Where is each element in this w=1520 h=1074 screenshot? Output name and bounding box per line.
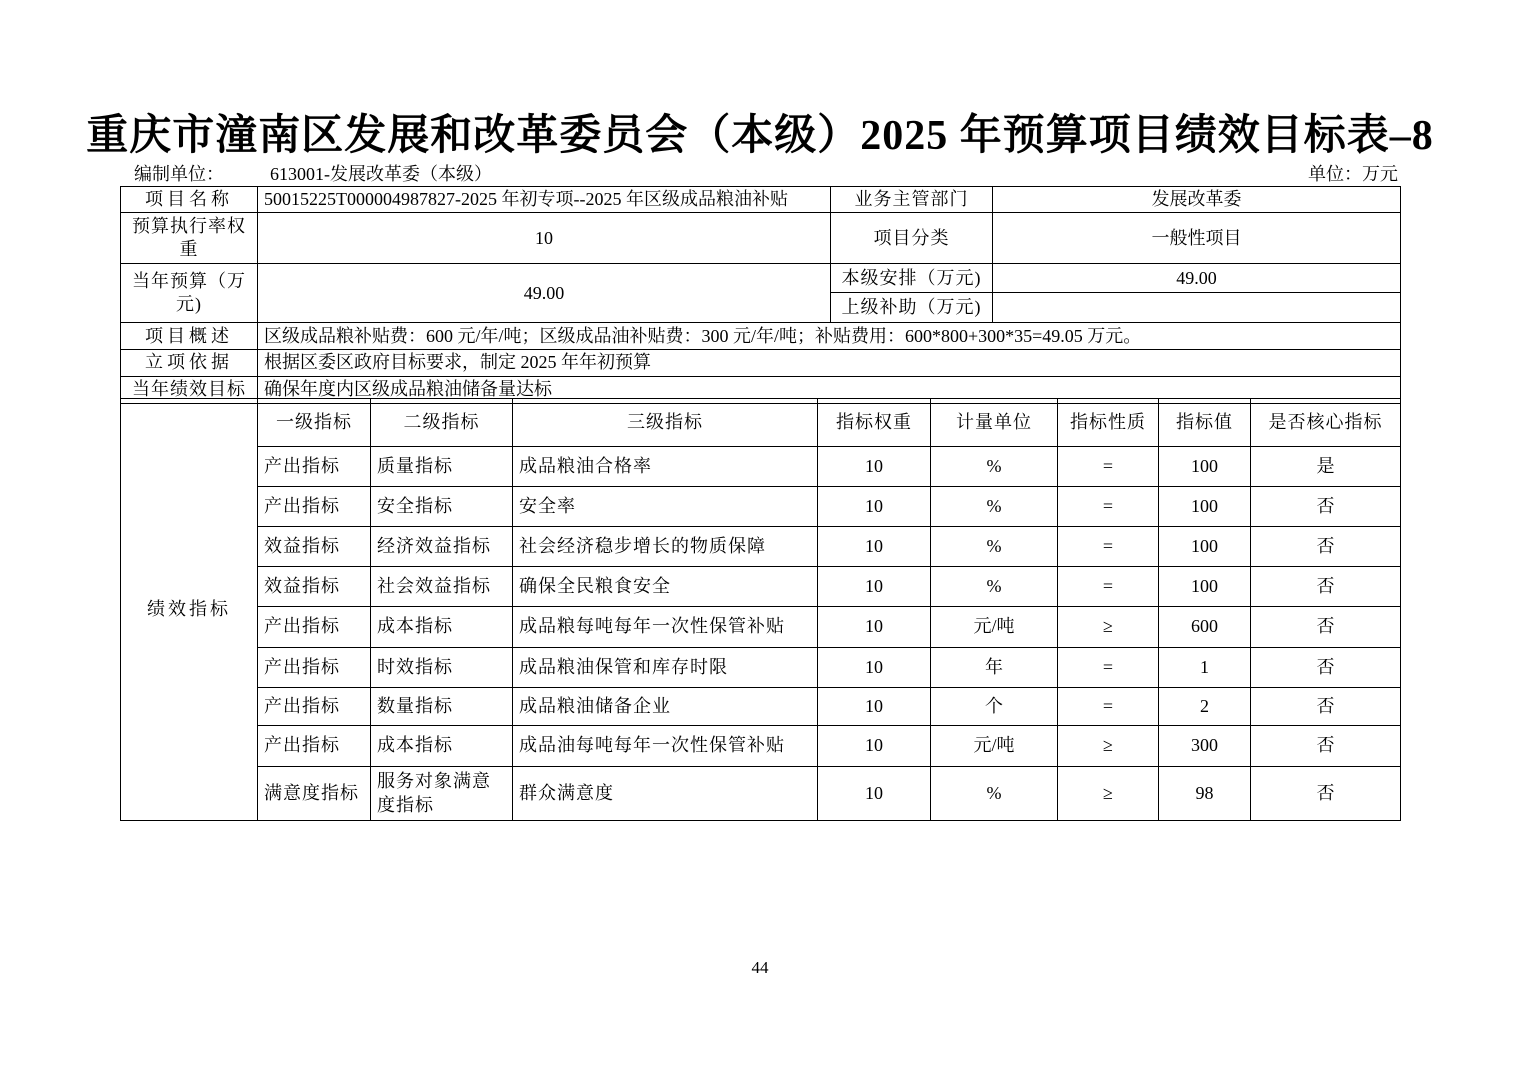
upper-subsidy-value <box>993 293 1401 323</box>
table-row <box>121 264 1401 293</box>
indicator-core: 是 <box>1251 447 1401 487</box>
indicator-level1: 效益指标 <box>258 567 371 607</box>
basis-value: 根据区委区政府目标要求，制定 2025 年年初预算 <box>258 350 1401 376</box>
header-nature: 指标性质 <box>1058 399 1159 447</box>
indicator-value: 100 <box>1159 487 1251 527</box>
header-level1: 一级指标 <box>258 399 371 447</box>
table-row <box>121 767 1401 821</box>
indicator-nature: = <box>1058 527 1159 567</box>
indicator-unit: 元/吨 <box>931 726 1058 767</box>
budget-label: 当年预算（万元) <box>121 264 258 323</box>
header-value: 指标值 <box>1159 399 1251 447</box>
upper-subsidy-label: 上级补助（万元) <box>831 293 993 323</box>
indicator-unit: 元/吨 <box>931 607 1058 648</box>
indicator-level3: 成品粮油保管和库存时限 <box>513 648 818 688</box>
table-row <box>121 527 1401 567</box>
indicator-weight: 10 <box>818 688 931 726</box>
indicator-level3: 成品粮油合格率 <box>513 447 818 487</box>
indicator-nature: = <box>1058 447 1159 487</box>
header-level2: 二级指标 <box>371 399 513 447</box>
indicator-weight: 10 <box>818 527 931 567</box>
indicator-value: 100 <box>1159 447 1251 487</box>
local-arrangement-label: 本级安排（万元) <box>831 264 993 293</box>
indicator-value: 98 <box>1159 767 1251 821</box>
indicator-level1: 产出指标 <box>258 648 371 688</box>
indicator-nature: ≥ <box>1058 767 1159 821</box>
indicator-level3: 确保全民粮食安全 <box>513 567 818 607</box>
indicator-value: 600 <box>1159 607 1251 648</box>
perf-section-label: 绩效指标 <box>121 399 258 821</box>
table-row <box>121 648 1401 688</box>
budget-value: 49.00 <box>258 264 831 323</box>
indicator-weight: 10 <box>818 726 931 767</box>
indicator-level3: 群众满意度 <box>513 767 818 821</box>
page-number: 44 <box>751 958 769 977</box>
indicator-nature: = <box>1058 487 1159 527</box>
exec-rate-value: 10 <box>258 213 831 264</box>
indicator-level3: 成品粮油储备企业 <box>513 688 818 726</box>
indicator-value: 1 <box>1159 648 1251 688</box>
indicator-nature: = <box>1058 567 1159 607</box>
table-row <box>121 323 1401 350</box>
page-title: 重庆市潼南区发展和改革委员会（本级）2025 年预算项目绩效目标表–8 <box>86 113 1434 159</box>
indicator-unit: % <box>931 767 1058 821</box>
project-info-table <box>120 186 1401 404</box>
overview-value: 区级成品粮补贴费：600 元/年/吨；区级成品油补贴费：300 元/年/吨；补贴费用：600*800+300*35=49.05 万元。 <box>258 323 1401 350</box>
annual-goal-label: 当年绩效目标 <box>121 376 258 403</box>
indicator-nature: = <box>1058 648 1159 688</box>
table-row <box>121 213 1401 264</box>
table-row <box>121 567 1401 607</box>
indicator-core: 否 <box>1251 527 1401 567</box>
indicator-level2: 服务对象满意度指标 <box>371 767 513 821</box>
indicator-weight: 10 <box>818 648 931 688</box>
indicator-value: 2 <box>1159 688 1251 726</box>
indicator-unit: % <box>931 527 1058 567</box>
table-row <box>121 447 1401 487</box>
indicator-weight: 10 <box>818 567 931 607</box>
indicator-core: 否 <box>1251 567 1401 607</box>
indicator-level1: 产出指标 <box>258 487 371 527</box>
header-core: 是否核心指标 <box>1251 399 1401 447</box>
indicator-weight: 10 <box>818 447 931 487</box>
exec-rate-label: 预算执行率权重 <box>121 213 258 264</box>
indicator-weight: 10 <box>818 607 931 648</box>
indicator-level1: 效益指标 <box>258 527 371 567</box>
indicator-core: 否 <box>1251 767 1401 821</box>
indicator-level1: 满意度指标 <box>258 767 371 821</box>
indicator-unit: % <box>931 447 1058 487</box>
meta-line <box>120 160 1400 186</box>
header-weight: 指标权重 <box>818 399 931 447</box>
prepared-by-label: 编制单位： <box>134 164 224 184</box>
category-value: 一般性项目 <box>993 213 1401 264</box>
indicator-core: 否 <box>1251 726 1401 767</box>
indicator-value: 300 <box>1159 726 1251 767</box>
indicator-level2: 成本指标 <box>371 726 513 767</box>
dept-label: 业务主管部门 <box>831 187 993 213</box>
header-level3: 三级指标 <box>513 399 818 447</box>
prepared-by-value: 613001-发展改革委（本级） <box>270 164 492 184</box>
project-name-value: 50015225T000004987827-2025 年初专项--2025 年区级成品粮油补贴 <box>258 187 831 213</box>
indicator-weight: 10 <box>818 487 931 527</box>
indicator-level3: 成品粮每吨每年一次性保管补贴 <box>513 607 818 648</box>
annual-goal-value: 确保年度内区级成品粮油储备量达标 <box>258 376 1401 403</box>
performance-indicator-table <box>120 398 1401 821</box>
indicator-level2: 社会效益指标 <box>371 567 513 607</box>
indicator-level1: 产出指标 <box>258 726 371 767</box>
indicator-unit: % <box>931 567 1058 607</box>
indicator-core: 否 <box>1251 607 1401 648</box>
indicator-unit: % <box>931 487 1058 527</box>
indicator-level2: 成本指标 <box>371 607 513 648</box>
indicator-level2: 安全指标 <box>371 487 513 527</box>
indicator-level3: 社会经济稳步增长的物质保障 <box>513 527 818 567</box>
indicator-nature: ≥ <box>1058 726 1159 767</box>
indicator-level3: 成品油每吨每年一次性保管补贴 <box>513 726 818 767</box>
indicator-level1: 产出指标 <box>258 688 371 726</box>
unit-note: 单位：万元 <box>1308 164 1398 184</box>
overview-label: 项目概述 <box>121 323 258 350</box>
indicator-unit: 年 <box>931 648 1058 688</box>
table-row <box>121 487 1401 527</box>
table-row <box>121 726 1401 767</box>
table-row <box>121 187 1401 213</box>
indicator-level2: 时效指标 <box>371 648 513 688</box>
indicator-weight: 10 <box>818 767 931 821</box>
indicator-core: 否 <box>1251 688 1401 726</box>
indicator-nature: ≥ <box>1058 607 1159 648</box>
indicator-level2: 质量指标 <box>371 447 513 487</box>
indicator-core: 否 <box>1251 648 1401 688</box>
prepared-by <box>120 160 492 186</box>
indicator-nature: = <box>1058 688 1159 726</box>
dept-value: 发展改革委 <box>993 187 1401 213</box>
indicator-level3: 安全率 <box>513 487 818 527</box>
indicator-level2: 数量指标 <box>371 688 513 726</box>
table-header-row <box>121 399 1401 447</box>
indicator-level1: 产出指标 <box>258 607 371 648</box>
header-unit: 计量单位 <box>931 399 1058 447</box>
table-row <box>121 688 1401 726</box>
indicator-value: 100 <box>1159 527 1251 567</box>
local-arrangement-value: 49.00 <box>993 264 1401 293</box>
table-row <box>121 350 1401 376</box>
category-label: 项目分类 <box>831 213 993 264</box>
table-row <box>121 607 1401 648</box>
basis-label: 立项依据 <box>121 350 258 376</box>
project-name-label: 项目名称 <box>121 187 258 213</box>
indicator-unit: 个 <box>931 688 1058 726</box>
indicator-level1: 产出指标 <box>258 447 371 487</box>
indicator-value: 100 <box>1159 567 1251 607</box>
indicator-level2: 经济效益指标 <box>371 527 513 567</box>
indicator-core: 否 <box>1251 487 1401 527</box>
